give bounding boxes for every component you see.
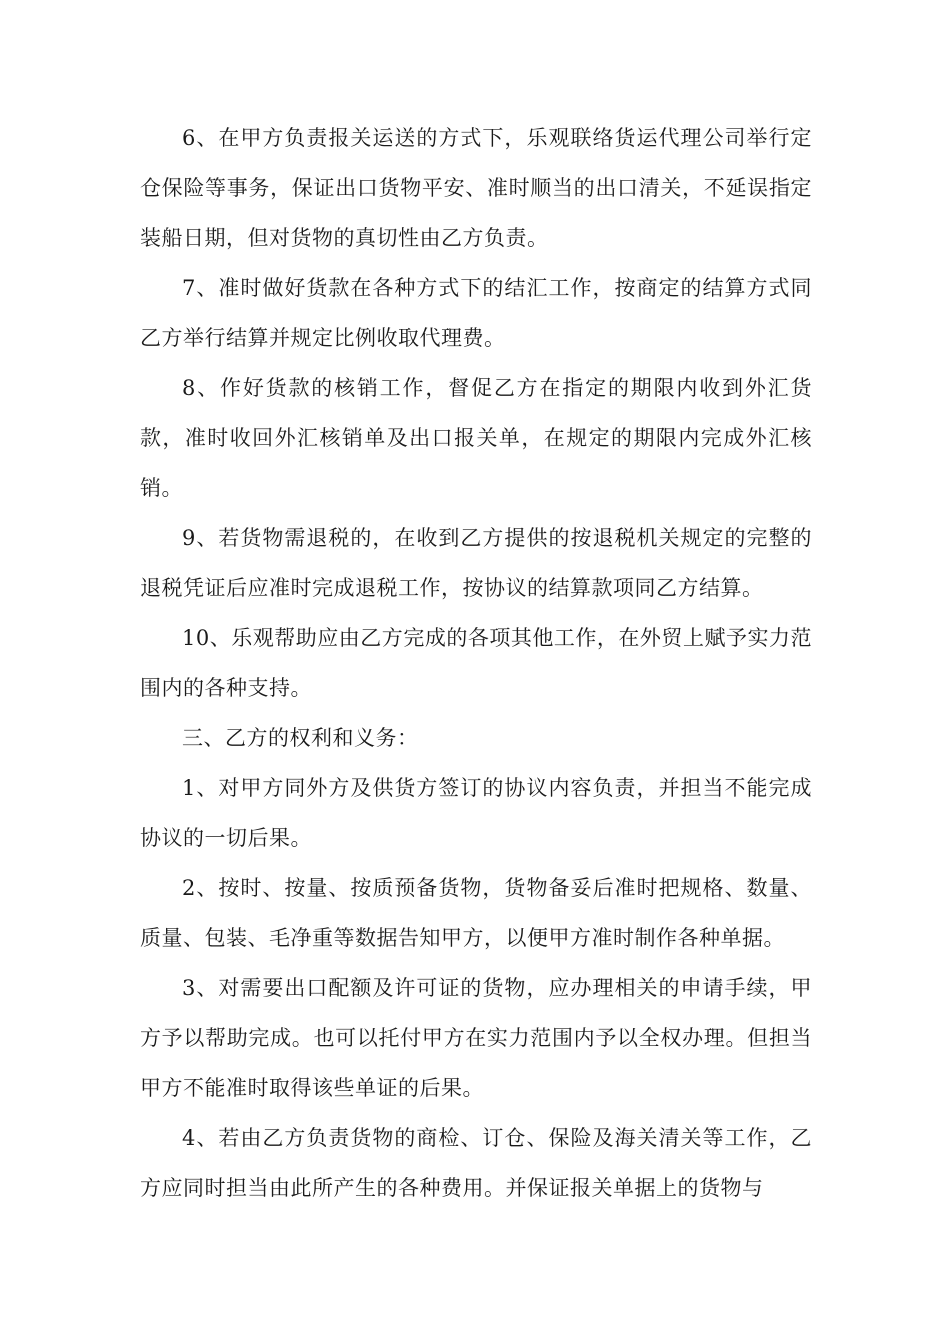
paragraph-clause-10: 10、乐观帮助应由乙方完成的各项其他工作，在外贸上赋予实力范围内的各种支持。 xyxy=(140,626,812,700)
paragraph-b-clause-4: 4、若由乙方负责货物的商检、订仓、保险及海关清关等工作，乙方应同时担当由此所产生的各种费用。并保证报关单据上的货物与 xyxy=(140,1126,812,1200)
paragraph-b-clause-2: 2、按时、按量、按质预备货物，货物备妥后准时把规格、数量、质量、包装、毛净重等数据告知甲方，以便甲方准时制作各种单据。 xyxy=(140,876,812,950)
paragraph-clause-8: 8、作好货款的核销工作，督促乙方在指定的期限内收到外汇货款，准时收回外汇核销单及出口报关单，在规定的期限内完成外汇核销。 xyxy=(140,376,812,500)
paragraph-clause-6: 6、在甲方负责报关运送的方式下，乐观联络货运代理公司举行定仓保险等事务，保证出口货物平安、准时顺当的出口清关，不延误指定装船日期，但对货物的真切性由乙方负责。 xyxy=(140,126,812,250)
paragraph-b-clause-1: 1、对甲方同外方及供货方签订的协议内容负责，并担当不能完成协议的一切后果。 xyxy=(140,776,812,850)
paragraph-b-clause-3: 3、对需要出口配额及许可证的货物，应办理相关的申请手续，甲方予以帮助完成。也可以托付甲方在实力范围内予以全权办理。但担当甲方不能准时取得该些单证的后果。 xyxy=(140,976,812,1100)
section-heading-party-b: 三、乙方的权利和义务： xyxy=(182,726,419,750)
document-body xyxy=(140,113,812,1213)
paragraph-clause-9: 9、若货物需退税的，在收到乙方提供的按退税机关规定的完整的退税凭证后应准时完成退税工作，按协议的结算款项同乙方结算。 xyxy=(140,526,812,600)
paragraph-clause-7: 7、准时做好货款在各种方式下的结汇工作，按商定的结算方式同乙方举行结算并规定比例收取代理费。 xyxy=(140,276,812,350)
